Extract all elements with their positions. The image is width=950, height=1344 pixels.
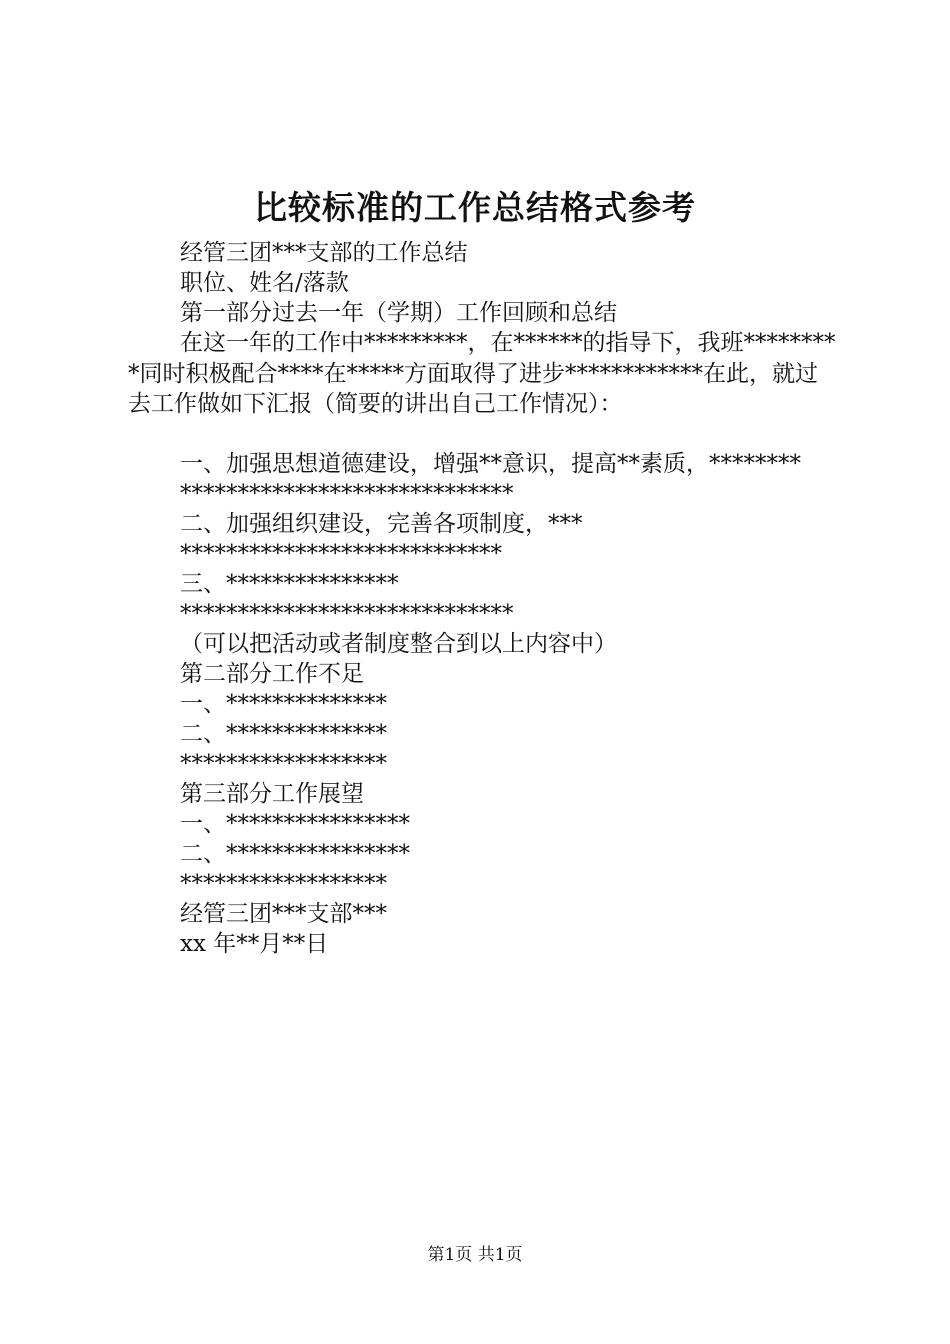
item-one-detail: ***************************** (180, 480, 514, 507)
page-footer: 第1页 共1页 (427, 1245, 523, 1265)
header-line-branch: 经管三团***支部的工作总结 (180, 240, 468, 266)
part-one-heading: 第一部分过去一年（学期）工作回顾和总结 (180, 300, 617, 326)
part-two-item-one: 一、************** (180, 690, 387, 717)
part-two-item-two: 二、************** (180, 720, 387, 747)
closing-signature: 经管三团***支部*** (180, 900, 387, 927)
item-two-organization: 二、加强组织建设，完善各项制度，*** (180, 510, 583, 537)
item-three-detail: ***************************** (180, 600, 514, 627)
part-three-item-one: 一、**************** (180, 810, 410, 837)
intro-paragraph: 在这一年的工作中*********，在******的指导下，我班*********同时积极配合****在*****方面取得了进步************在此，就过去工作做如下汇报（简要的讲出自己工作情况）： (128, 330, 836, 417)
closing-date: xx 年**月**日 (180, 930, 329, 957)
part-one-note: （可以把活动或者制度整合到以上内容中） (180, 630, 617, 657)
item-three: 三、*************** (180, 570, 399, 597)
part-three-item-two: 二、**************** (180, 840, 410, 867)
part-three-detail: ****************** (180, 870, 387, 897)
part-two-heading: 第二部分工作不足 (180, 660, 364, 687)
blank-line (128, 420, 836, 450)
part-three-heading: 第三部分工作展望 (180, 780, 364, 807)
item-one-moral-building: 一、加强思想道德建设，增强**意识，提高**素质，******** (180, 450, 801, 477)
item-two-detail: **************************** (180, 540, 502, 567)
part-two-detail: ****************** (180, 750, 387, 777)
document-title: 比较标准的工作总结格式参考 (254, 188, 696, 227)
header-line-signature: 职位、姓名/落款 (180, 270, 349, 296)
document-body (128, 238, 836, 959)
